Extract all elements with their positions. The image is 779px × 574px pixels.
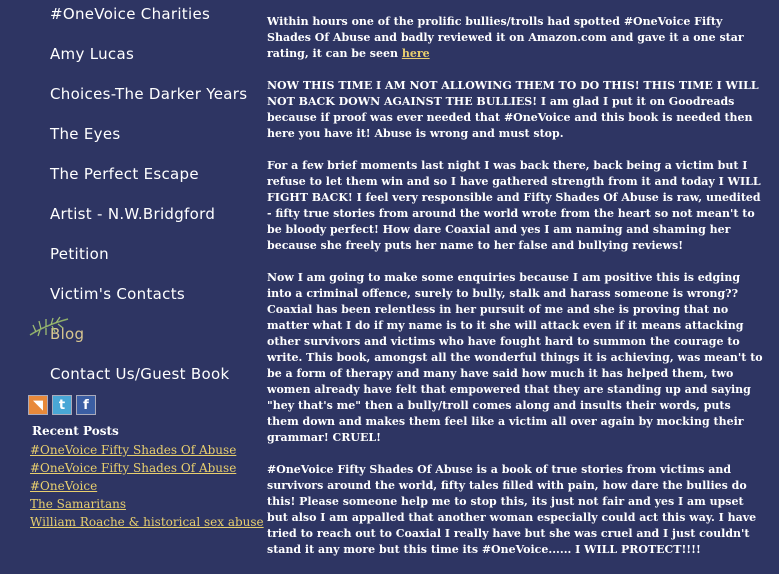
recent-post-link[interactable]: #OneVoice Fifty Shades Of Abuse bbox=[30, 461, 237, 475]
post-paragraph: For a few brief moments last night I was back there, back being a victim but I refuse to let them win and so I have gathered strength from it and today I WILL FIGHT BACK! I feel very responsible and Fifty Shades Of Abuse is raw, unedited - fifty true stories from around the world wrote from the heart so not mean't to be bloody perfect! How dare Coaxial and yes I am naming and shaming her because she freely puts her name to her false and bullying reviews! bbox=[267, 159, 761, 252]
nav-item-perfect-escape[interactable]: The Perfect Escape bbox=[50, 165, 199, 183]
post-paragraph bbox=[267, 14, 765, 62]
nav-item-choices[interactable]: Choices-The Darker Years bbox=[50, 85, 248, 103]
nav-item-blog[interactable]: Blog bbox=[50, 325, 85, 343]
facebook-icon[interactable]: f bbox=[76, 395, 96, 415]
post-paragraph: Now I am going to make some enquiries because I am positive this is edging into a criminal offence, surely to bully, stalk and harass someone is wrong?? Coaxial has been relentless in her pursuit of me and she is proving that no matter what I do if my name is to it she will attack even if it means attacking other survivors and victims who have fought hard to summon the courage to write. This book, amongst all the wonderful things it is achieving, was mean't to be a form of therapy and many have said how much it has helped them, two women already have felt that empowered that they are standing up and saying "hey that's me" then a bully/troll comes along and insults their words, puts them down and makes them feel like a victim all over again by mocking their grammar! CRUEL! bbox=[267, 271, 763, 444]
here-link[interactable]: here bbox=[401, 47, 430, 60]
twitter-icon[interactable]: t bbox=[52, 395, 72, 415]
recent-post-link[interactable]: William Roache & historical sex abuse bbox=[30, 515, 264, 529]
recent-post-link[interactable]: The Samaritans bbox=[30, 497, 126, 511]
post-paragraph: NOW THIS TIME I AM NOT ALLOWING THEM TO DO THIS! THIS TIME I WILL NOT BACK DOWN AGAINST THE BULLIES! I am glad I put it on Goodreads because if proof was ever needed that #OneVoice and this book is needed then here you have it! Abuse is wrong and must stop. bbox=[267, 79, 759, 140]
blog-post-body bbox=[267, 14, 765, 574]
sidebar bbox=[16, 0, 264, 533]
nav-item-the-eyes[interactable]: The Eyes bbox=[50, 125, 121, 143]
leaf-ornament-icon bbox=[28, 313, 74, 341]
nav-item-petition[interactable]: Petition bbox=[50, 245, 109, 263]
post-paragraph: #OneVoice Fifty Shades Of Abuse is a book of true stories from victims and survivors around the world, fifty tales filled with pain, how dare the bullies do this! Please someone help me to stop this, its just not fair and yes I am upset but also I am appalled that another woman especially could act this way. I have tried to reach out to Coaxial I really have but she was cruel and I just couldn't stand it any more but this time its #OneVoice...... I WILL PROTECT!!!! bbox=[267, 463, 757, 556]
nav-item-amy-lucas[interactable]: Amy Lucas bbox=[50, 45, 135, 63]
recent-posts-heading: Recent Posts bbox=[32, 424, 119, 438]
rss-icon[interactable]: ◥ bbox=[28, 395, 48, 415]
social-links bbox=[28, 395, 96, 415]
nav-item-contact-us[interactable]: Contact Us/Guest Book bbox=[50, 365, 230, 383]
nav-item-onevoice-charities[interactable]: #OneVoice Charities bbox=[50, 5, 211, 23]
post-paragraph-text: Within hours one of the prolific bullies/trolls had spotted #OneVoice Fifty Shades Of Abuse and badly reviewed it on Amazon.com and gave it a one star rating, it can be seen bbox=[267, 15, 744, 60]
nav-item-artist[interactable]: Artist - N.W.Bridgford bbox=[50, 205, 216, 223]
recent-post-link[interactable]: #OneVoice Fifty Shades Of Abuse bbox=[30, 443, 237, 457]
nav-item-victims-contacts[interactable]: Victim's Contacts bbox=[50, 285, 185, 303]
recent-post-link[interactable]: #OneVoice bbox=[30, 479, 98, 493]
